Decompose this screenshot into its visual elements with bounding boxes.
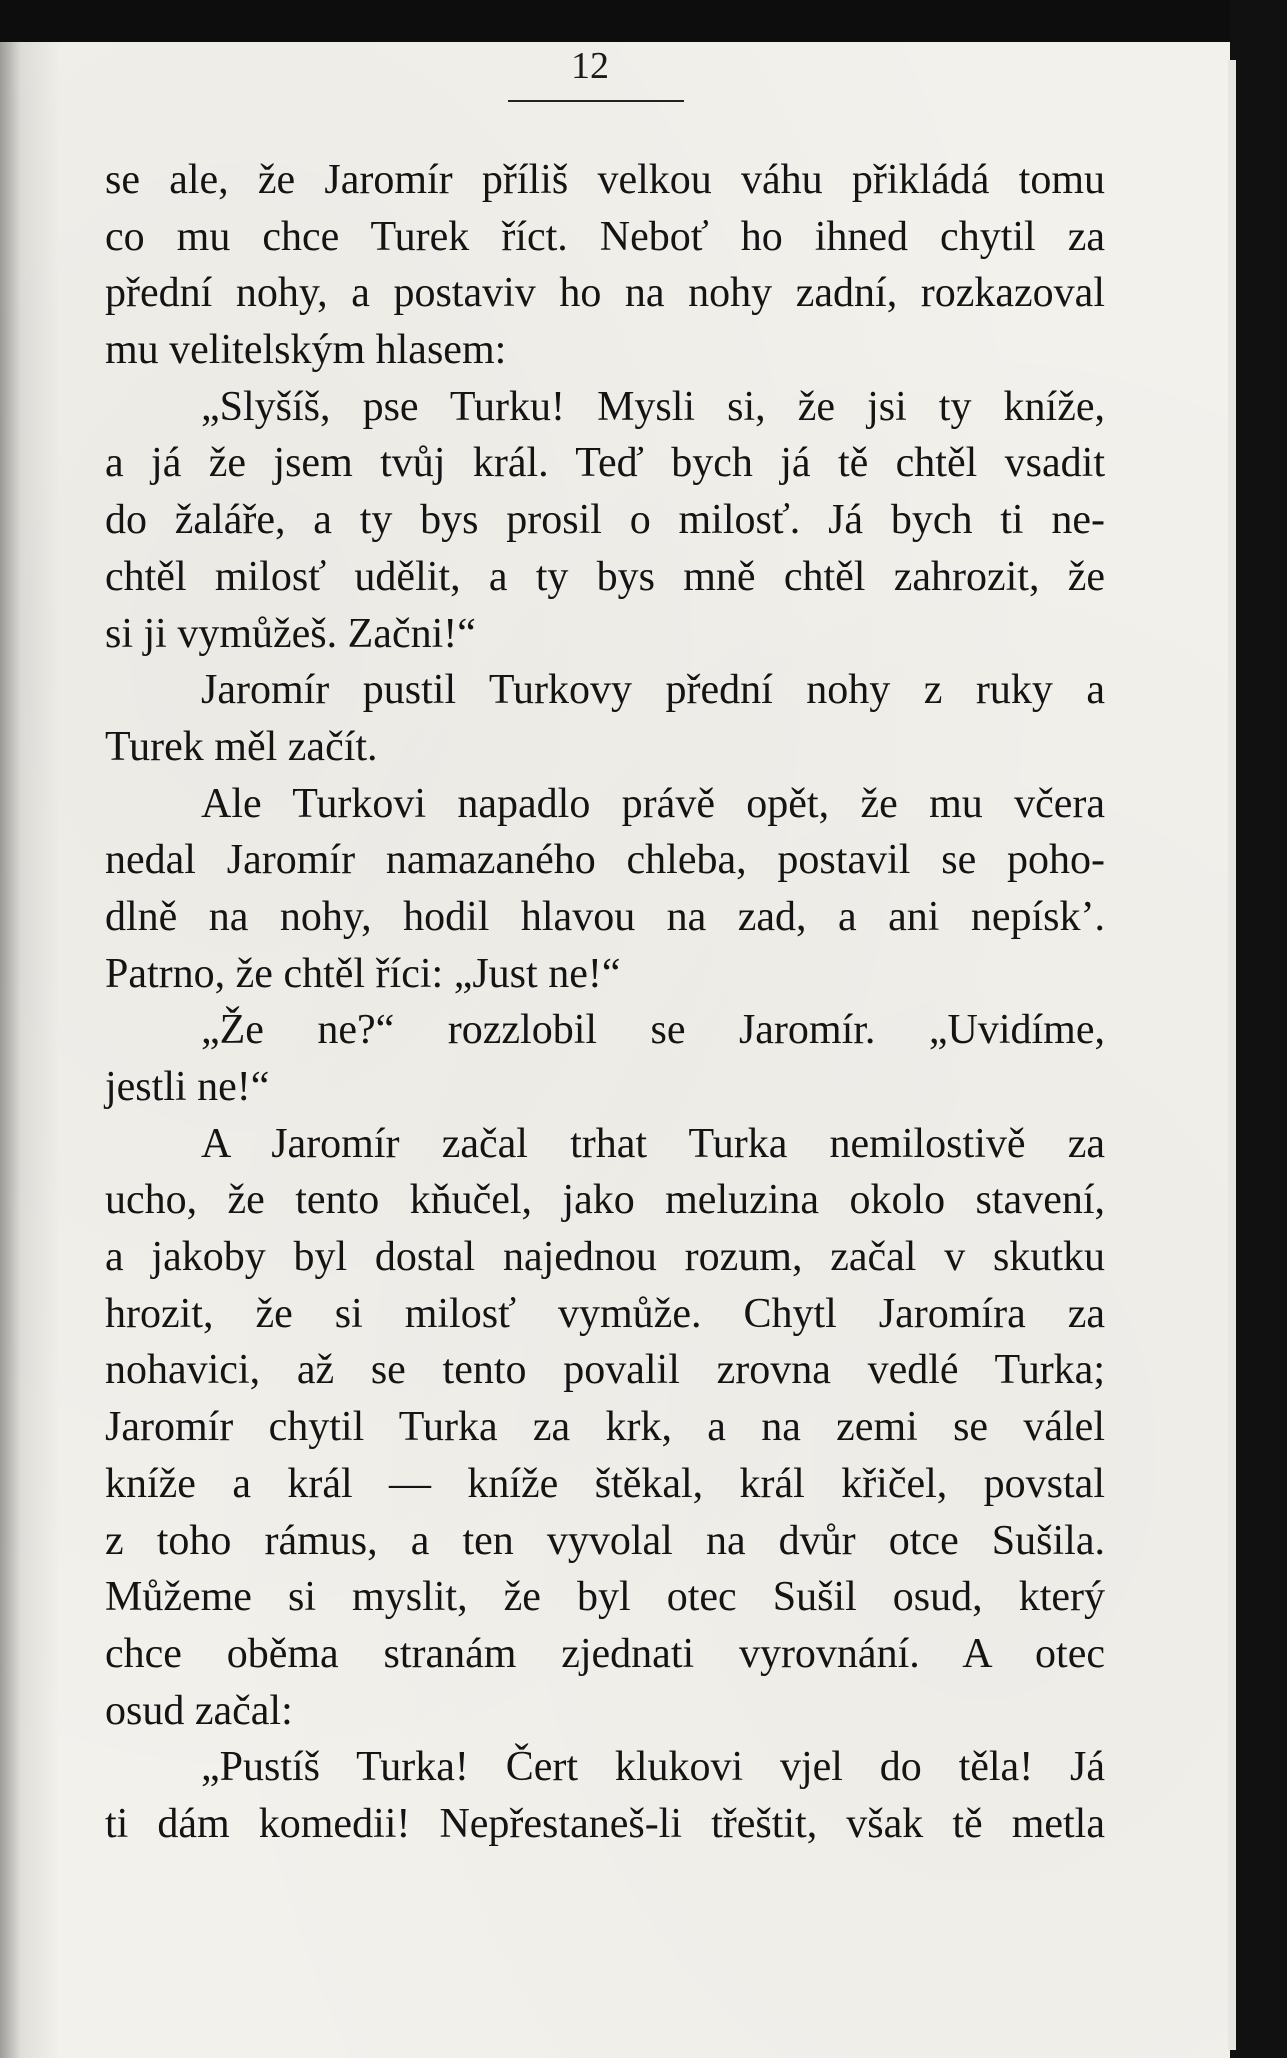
page-number: 12 — [571, 45, 609, 87]
text-line: „Pustíš Turka! Čert klukovi vjel do těla! Já — [201, 1744, 1105, 1791]
text-line: co mu chce Turek říct. Neboť ho ihned chytil za — [105, 213, 1105, 260]
text-line: osud začal: — [105, 1687, 293, 1734]
text-line: chtěl milosť udělit, a ty bys mně chtěl zahrozit, že — [105, 553, 1105, 600]
text-line: do žaláře, a ty bys prosil o milosť. Já bych ti ne- — [105, 497, 1105, 544]
text-line: Jaromír chytil Turka za krk, a na zemi se válel — [105, 1404, 1105, 1451]
text-line: kníže a král — kníže štěkal, král křičel, povstal — [105, 1460, 1105, 1507]
text-line: Jaromír pustil Turkovy přední nohy z ruky a — [201, 667, 1105, 714]
text-line: Můžeme si myslit, že byl otec Sušil osud, který — [105, 1574, 1105, 1621]
text-line: „Že ne?“ rozzlobil se Jaromír. „Uvidíme, — [201, 1007, 1105, 1054]
text-line: chce oběma stranám zjednati vyrovnání. A otec — [105, 1630, 1105, 1677]
right-dark-margin — [1230, 0, 1287, 2058]
text-line: jestli ne!“ — [105, 1064, 270, 1110]
text-line: Turek měl začít. — [105, 723, 378, 770]
text-line: ti dám komedii! Nepřestaneš-li třeštit, však tě metla — [105, 1800, 1105, 1847]
text-line: z toho rámus, a ten vyvolal na dvůr otce Sušila. — [105, 1517, 1105, 1564]
body-text — [105, 152, 1105, 1853]
text-line: A Jaromír začal trhat Turka nemilostivě za — [201, 1120, 1105, 1167]
text-line: Patrno, že chtěl říci: „Just ne!“ — [105, 950, 621, 997]
text-line: mu velitelským hlasem: — [105, 327, 507, 374]
text-line: se ale, že Jaromír příliš velkou váhu přikládá tomu — [105, 157, 1105, 203]
text-line: hrozit, že si milosť vymůže. Chytl Jaromíra za — [105, 1290, 1105, 1337]
text-line: přední nohy, a postaviv ho na nohy zadní, rozkazoval — [105, 270, 1105, 317]
text-line: nedal Jaromír namazaného chleba, postavil se poho- — [105, 837, 1105, 884]
text-line: „Slyšíš, pse Turku! Mysli si, že jsi ty kníže, — [201, 383, 1105, 430]
text-line: ucho, že tento kňučel, jako meluzina okolo stavení, — [105, 1177, 1105, 1224]
text-line: nohavici, až se tento povalil zrovna vedlé Turka; — [105, 1347, 1105, 1394]
right-page-edge — [1228, 60, 1236, 2050]
text-line: a já že jsem tvůj král. Teď bych já tě chtěl vsadit — [105, 440, 1105, 487]
text-line: si ji vymůžeš. Začni!“ — [105, 610, 476, 657]
text-line: a jakoby byl dostal najednou rozum, začal v skutku — [105, 1234, 1105, 1281]
text-line: dlně na nohy, hodil hlavou na zad, a ani nepísk’. — [105, 893, 1105, 940]
page-binding-shadow — [0, 42, 60, 2058]
header-rule — [508, 100, 684, 102]
text-line: Ale Turkovi napadlo právě opět, že mu včera — [201, 780, 1105, 827]
